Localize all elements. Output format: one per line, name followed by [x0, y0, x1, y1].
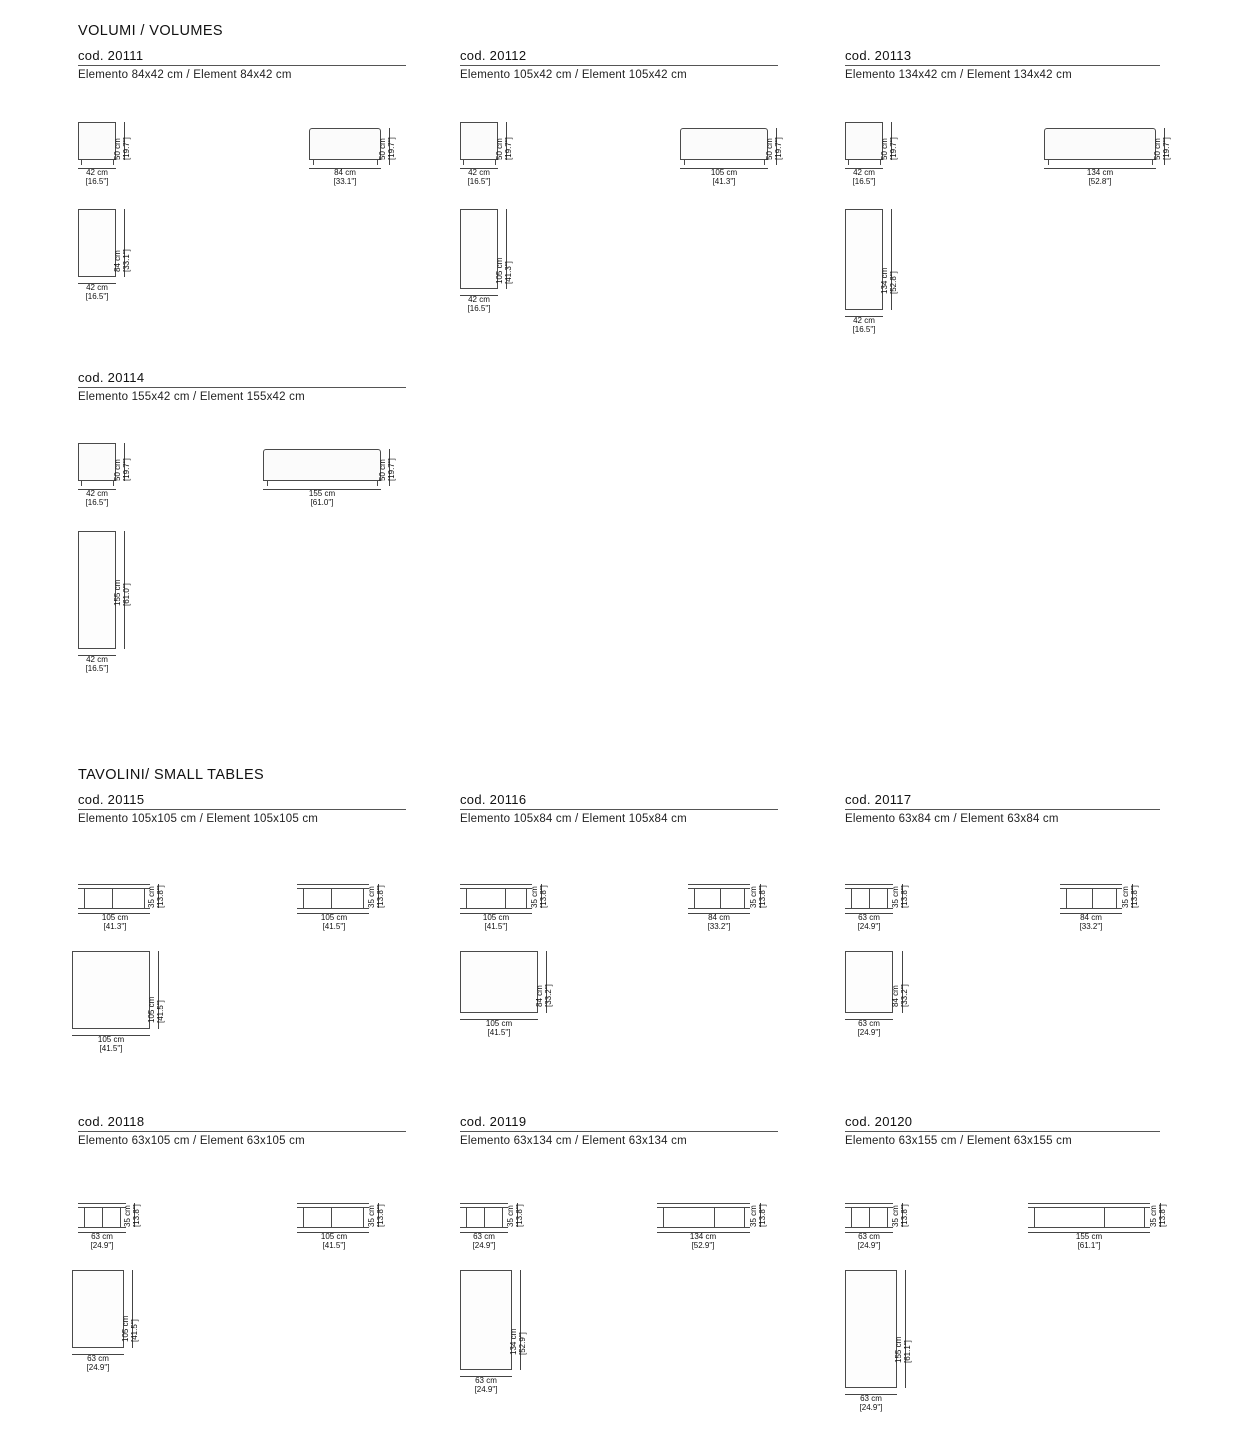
dim-height: 35 cm [13.8"]	[367, 1204, 385, 1227]
side-view-body	[1044, 128, 1156, 160]
dim-height: 35 cm [13.8"]	[1149, 1204, 1167, 1227]
leg	[331, 888, 332, 908]
item-code: cod. 20113	[845, 48, 912, 63]
leg	[684, 160, 685, 165]
dim-width: 63 cm [24.9"]	[86, 1354, 110, 1372]
dim-width: 63 cm [24.9"]	[857, 913, 881, 931]
rule	[460, 809, 778, 810]
table-top	[1028, 1203, 1150, 1204]
dim-width: 63 cm [24.9"]	[857, 1019, 881, 1037]
dim-line	[905, 1270, 906, 1388]
side-view-body	[680, 128, 768, 160]
item-description: Elemento 63x105 cm / Element 63x105 cm	[78, 1135, 305, 1147]
base-rail	[845, 1227, 893, 1228]
item-header-20113	[845, 48, 1160, 81]
dim-width: 105 cm [41.3"]	[710, 168, 738, 186]
side-view-body	[263, 449, 381, 481]
rule	[78, 809, 406, 810]
leg	[663, 1207, 664, 1227]
leg	[495, 160, 496, 165]
dim-width: 105 cm [41.3"]	[101, 913, 129, 931]
item-description: Elemento 63x134 cm / Element 63x134 cm	[460, 1135, 687, 1147]
item-description: Elemento 134x42 cm / Element 134x42 cm	[845, 69, 1072, 81]
side-view-body	[309, 128, 381, 160]
dim-width: 134 cm [52.9"]	[689, 1232, 717, 1250]
plan-view-body	[460, 1270, 512, 1370]
dim-height: 35 cm [13.8"]	[891, 885, 909, 908]
dim-height: 35 cm [13.8"]	[123, 1204, 141, 1227]
leg	[744, 888, 745, 908]
leg	[331, 1207, 332, 1227]
dim-width: 42 cm [16.5"]	[852, 316, 876, 334]
item-header-20119	[460, 1114, 778, 1147]
leg	[1104, 1207, 1105, 1227]
dim-height: 105 cm [41.3"]	[495, 257, 513, 284]
dim-width: 105 cm [41.5"]	[320, 913, 348, 931]
item-code: cod. 20111	[78, 48, 144, 63]
leg	[505, 888, 506, 908]
item-header-20114	[78, 370, 406, 403]
dim-width: 105 cm [41.5"]	[485, 1019, 513, 1037]
leg	[744, 1207, 745, 1227]
dim-height: 35 cm [13.8"]	[147, 885, 165, 908]
dim-height: 50 cm [19.7"]	[880, 137, 898, 160]
leg	[869, 1207, 870, 1227]
base-rail	[78, 1227, 126, 1228]
table-top-edge	[297, 888, 369, 889]
dim-height: 35 cm [13.8"]	[891, 1204, 909, 1227]
dim-width: 84 cm [33.1"]	[333, 168, 357, 186]
leg	[1116, 888, 1117, 908]
table-top-edge	[1028, 1207, 1150, 1208]
leg	[81, 481, 82, 486]
item-code: cod. 20118	[78, 1114, 145, 1129]
plan-view-body	[460, 209, 498, 289]
dim-width: 105 cm [41.5"]	[97, 1035, 125, 1053]
dim-height: 84 cm [33.2"]	[535, 984, 553, 1007]
dim-width: 42 cm [16.5"]	[85, 168, 109, 186]
table-top	[845, 1203, 893, 1204]
leg	[466, 1207, 467, 1227]
table-top	[78, 1203, 126, 1204]
table-top-edge	[460, 888, 532, 889]
front-view-body	[460, 122, 498, 160]
dim-height: 50 cm [19.7"]	[495, 137, 513, 160]
item-code: cod. 20119	[460, 1114, 527, 1129]
rule	[460, 1131, 778, 1132]
item-code: cod. 20116	[460, 792, 527, 807]
table-top	[688, 884, 750, 885]
base-rail	[460, 1227, 508, 1228]
dim-width: 42 cm [16.5"]	[467, 295, 491, 313]
item-description: Elemento 105x42 cm / Element 105x42 cm	[460, 69, 687, 81]
leg	[120, 1207, 121, 1227]
item-description: Elemento 63x84 cm / Element 63x84 cm	[845, 813, 1059, 825]
dim-width: 42 cm [16.5"]	[85, 283, 109, 301]
leg	[112, 888, 113, 908]
dim-width: 134 cm [52.8"]	[1086, 168, 1114, 186]
table-top-edge	[657, 1207, 750, 1208]
dim-height: 35 cm [13.8"]	[749, 885, 767, 908]
leg	[764, 160, 765, 165]
dim-height: 134 cm [52.9"]	[509, 1328, 527, 1355]
dim-height: 155 cm [61.0"]	[113, 579, 131, 606]
table-top	[1060, 884, 1122, 885]
leg	[1092, 888, 1093, 908]
dim-height: 35 cm [13.8"]	[749, 1204, 767, 1227]
item-code: cod. 20112	[460, 48, 527, 63]
rule	[845, 1131, 1160, 1132]
leg	[113, 481, 114, 486]
leg	[463, 160, 464, 165]
leg	[869, 888, 870, 908]
dim-width: 63 cm [24.9"]	[90, 1232, 114, 1250]
item-code: cod. 20117	[845, 792, 912, 807]
base-rail	[297, 908, 369, 909]
plan-view-body	[845, 951, 893, 1013]
front-view-body	[845, 122, 883, 160]
leg	[81, 160, 82, 165]
item-header-20112	[460, 48, 778, 81]
plan-view-body	[78, 531, 116, 649]
section-title-small-tables: TAVOLINI/ SMALL TABLES	[78, 767, 265, 783]
leg	[484, 1207, 485, 1227]
base-rail	[845, 908, 893, 909]
leg	[848, 160, 849, 165]
table-top	[460, 884, 532, 885]
leg	[377, 481, 378, 486]
rule	[78, 65, 406, 66]
dim-width: 105 cm [41.5"]	[482, 913, 510, 931]
leg	[851, 1207, 852, 1227]
plan-view-body	[845, 1270, 897, 1388]
leg	[1048, 160, 1049, 165]
plan-view-body	[460, 951, 538, 1013]
leg	[267, 481, 268, 486]
table-top	[297, 1203, 369, 1204]
dim-width: 42 cm [16.5"]	[852, 168, 876, 186]
leg	[303, 1207, 304, 1227]
leg	[363, 1207, 364, 1227]
dim-height: 50 cm [19.7"]	[113, 137, 131, 160]
rule	[845, 809, 1160, 810]
dim-height: 50 cm [19.7"]	[765, 137, 783, 160]
leg	[84, 888, 85, 908]
dim-width: 42 cm [16.5"]	[85, 489, 109, 507]
leg	[714, 1207, 715, 1227]
dim-width: 42 cm [16.5"]	[467, 168, 491, 186]
leg	[1034, 1207, 1035, 1227]
leg	[303, 888, 304, 908]
dim-width: 42 cm [16.5"]	[85, 655, 109, 673]
front-view-body	[78, 122, 116, 160]
dim-width: 63 cm [24.9"]	[859, 1394, 883, 1412]
leg	[1152, 160, 1153, 165]
dim-height: 50 cm [19.7"]	[378, 458, 396, 481]
leg	[851, 888, 852, 908]
base-rail	[78, 908, 150, 909]
leg	[466, 888, 467, 908]
base-rail	[688, 908, 750, 909]
dim-height: 50 cm [19.7"]	[113, 458, 131, 481]
leg	[113, 160, 114, 165]
dim-height: 155 cm [61.1"]	[894, 1336, 912, 1363]
base-rail	[657, 1227, 750, 1228]
dim-width: 84 cm [33.2"]	[1079, 913, 1103, 931]
rule	[78, 387, 406, 388]
item-description: Elemento 63x155 cm / Element 63x155 cm	[845, 1135, 1072, 1147]
item-code: cod. 20115	[78, 792, 145, 807]
leg	[720, 888, 721, 908]
base-rail	[1060, 908, 1122, 909]
table-top	[845, 884, 893, 885]
dim-height: 50 cm [19.7"]	[378, 137, 396, 160]
base-rail	[1028, 1227, 1150, 1228]
plan-view-body	[72, 1270, 124, 1348]
dim-width: 63 cm [24.9"]	[474, 1376, 498, 1394]
dim-height: 134 cm [52.8"]	[880, 267, 898, 294]
item-description: Elemento 105x84 cm / Element 105x84 cm	[460, 813, 687, 825]
dim-height: 35 cm [13.8"]	[1121, 885, 1139, 908]
dim-height: 105 cm [41.5"]	[147, 996, 165, 1023]
leg	[502, 1207, 503, 1227]
leg	[880, 160, 881, 165]
leg	[1144, 1207, 1145, 1227]
plan-view-body	[78, 209, 116, 277]
section-title-volumes: VOLUMI / VOLUMES	[78, 23, 223, 39]
dim-height: 84 cm [33.2"]	[891, 984, 909, 1007]
item-header-20117	[845, 792, 1160, 825]
dim-height: 35 cm [13.8"]	[530, 885, 548, 908]
leg	[526, 888, 527, 908]
item-header-20116	[460, 792, 778, 825]
item-header-20111	[78, 48, 406, 81]
leg	[694, 888, 695, 908]
leg	[102, 1207, 103, 1227]
dim-width: 155 cm [61.0"]	[308, 489, 336, 507]
dim-width: 63 cm [24.9"]	[857, 1232, 881, 1250]
leg	[887, 1207, 888, 1227]
dim-height: 35 cm [13.8"]	[367, 885, 385, 908]
item-code: cod. 20114	[78, 370, 145, 385]
dim-height: 50 cm [19.7"]	[1153, 137, 1171, 160]
table-top-edge	[688, 888, 750, 889]
item-description: Elemento 105x105 cm / Element 105x105 cm	[78, 813, 319, 825]
dim-width: 105 cm [41.5"]	[320, 1232, 348, 1250]
plan-view-body	[845, 209, 883, 310]
item-description: Elemento 155x42 cm / Element 155x42 cm	[78, 391, 305, 403]
leg	[84, 1207, 85, 1227]
table-top	[297, 884, 369, 885]
dim-width: 155 cm [61.1"]	[1075, 1232, 1103, 1250]
table-top-edge	[1060, 888, 1122, 889]
rule	[845, 65, 1160, 66]
dim-line	[520, 1270, 521, 1370]
table-top-edge	[78, 888, 150, 889]
dim-height: 35 cm [13.8"]	[506, 1204, 524, 1227]
leg	[144, 888, 145, 908]
base-rail	[460, 908, 532, 909]
plan-view-body	[72, 951, 150, 1029]
item-header-20120	[845, 1114, 1160, 1147]
item-description: Elemento 84x42 cm / Element 84x42 cm	[78, 69, 292, 81]
leg	[1066, 888, 1067, 908]
dim-height: 84 cm [33.1"]	[113, 249, 131, 272]
leg	[363, 888, 364, 908]
leg	[377, 160, 378, 165]
table-top-edge	[297, 1207, 369, 1208]
front-view-body	[78, 443, 116, 481]
dim-height: 105 cm [41.5"]	[121, 1315, 139, 1342]
leg	[887, 888, 888, 908]
item-code: cod. 20120	[845, 1114, 913, 1129]
table-top	[460, 1203, 508, 1204]
item-header-20115	[78, 792, 406, 825]
table-top	[657, 1203, 750, 1204]
rule	[460, 65, 778, 66]
dim-line	[891, 209, 892, 310]
item-header-20118	[78, 1114, 406, 1147]
base-rail	[297, 1227, 369, 1228]
leg	[313, 160, 314, 165]
dim-width: 84 cm [33.2"]	[707, 913, 731, 931]
dim-width: 63 cm [24.9"]	[472, 1232, 496, 1250]
table-top	[78, 884, 150, 885]
rule	[78, 1131, 406, 1132]
